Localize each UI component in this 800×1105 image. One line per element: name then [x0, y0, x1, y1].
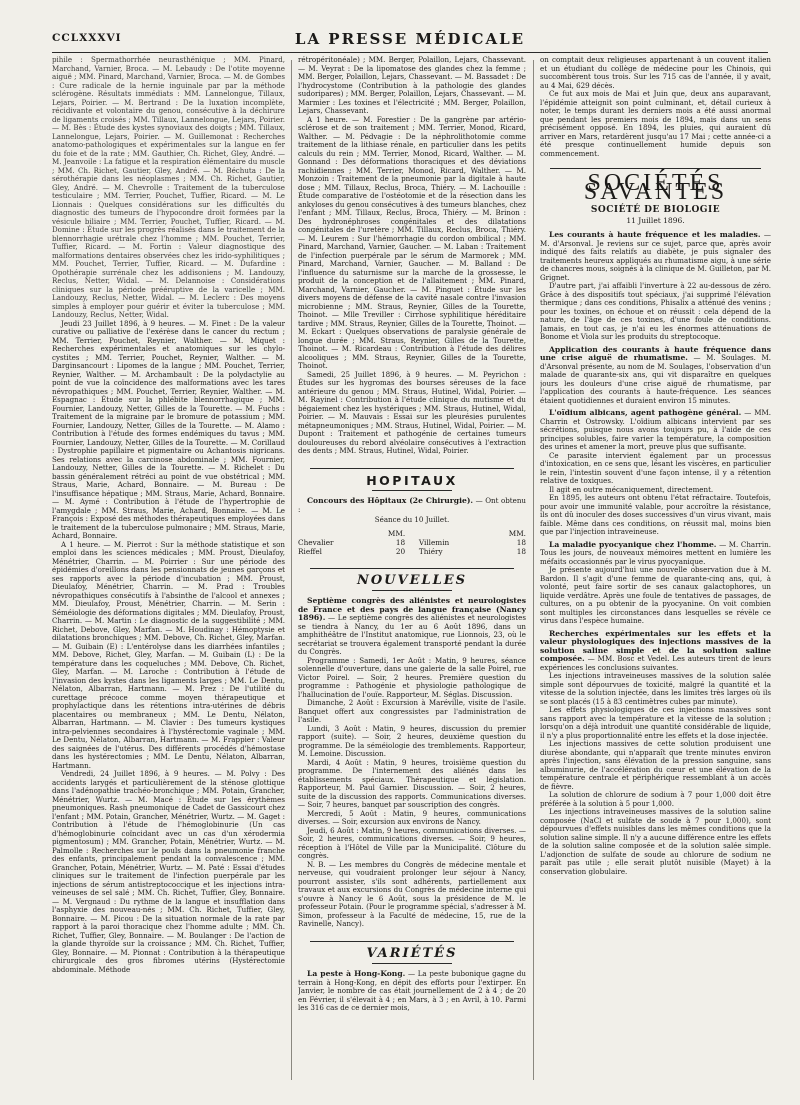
article-text: Dimanche, 2 Août : Excursion à Maréville, visite de l'asile. Banquet offert aux congressistes par l'administration de l'asile.	[298, 698, 526, 724]
candidate-score: 18	[516, 537, 526, 547]
article-text: Mardi, 4 Août : Matin, 9 heures, troisième question du programme. De l'internement des aliénés dans les établissements spéciaux. Thérapeutique et législation. Rapporteur, M. Paul Garnier. Discussion. — Soir, 2 heures, suite de la discussion des rapports. Communications diverses. — Soir, 7 heures, banquet par souscription des congrès.	[298, 757, 526, 809]
section-title: NOUVELLES	[356, 572, 468, 588]
article-heading: La maladie pyocyanique chez l'homme.	[549, 539, 717, 549]
section-rule	[550, 168, 761, 169]
article-text: Les injections intraveineuses massives de la solution saline composée (NaCl et sulfate de soude à 7 pour 1,000), sont dépourvues d'effets nuisibles dans les mêmes conditions que la solution saline simple. Il n'y a aucune différence entre les effets de la solution saline composée et de la solution salée simple. L'adjonction de sulfate de soude au chlorure de sodium ne paraît pas utile ; elle serait plutôt nuisible (Mayet) à la conservation globulaire.	[540, 807, 771, 876]
candidate-name: Villemin	[418, 537, 450, 547]
section-underline	[372, 590, 452, 591]
thesis-list-paragraph: Samedi, 25 Juillet 1896, à 9 heures. — M. Peyrichon : Études sur les hygromas des bourses séreuses de la face antérieure du genou ; MM. Straus, Hutinel, Widal, Poirier. — M. Rayinel : Contribution à l'étude clinique du mutisme et du bégaiement chez les hystériques ; MM. Straus, Hutinel, Widal, Poirier. — M. Mauvais : Essai sur les pleurésies purulentes métapneumoniques ; MM. Straus, Hutinel, Widal, Poirier. — M. Dupont : Traitement et pathogénie de certaines tumeurs douloureuses du rebord alvéolaire consécutives à l'extraction des dents ; MM. Straus, Hutinel, Widal, Poirier.	[298, 369, 526, 455]
article-text: Les effets physiologiques de ces injections massives sont sans rapport avec la température et la vitesse de la solution ; lorsqu'on a déjà introduit une quantité considérable de liquide, il n'y a plus proportionnalité entre les effets et la dose injectée.	[540, 705, 771, 740]
column-divider	[291, 60, 292, 1080]
session-date: 11 Juillet 1896.	[626, 215, 685, 225]
section-underline	[372, 490, 452, 491]
thesis-list-paragraph: rétropéritonéale) ; MM. Berger, Polaillon, Lejars, Chassevant. — M. Veyrat : De la lipomatose des glandes chez la femme ; MM. Berger, Polaillon, Lejars, Chassevant. — M. Bassadet : De l'hydrocystome (Contribution à la pathologie des glandes sudoripares) ; MM. Berger, Polaillon, Lejars, Chassevant. — M. Marmier : Les toxines et l'électricité ; MM. Berger, Polaillon, Lejars, Chassevant.	[298, 56, 526, 115]
article-text: on comptait deux religieuses appartenant à un couvent italien et un étudiant du collège de médecine pour les Chinois, qui succombèrent tous trois. Sur les 715 cas de l'année, il y avait, au 4 Mai, 629 décès.	[540, 56, 771, 90]
column-divider	[533, 60, 534, 1080]
article-text: Mercredi, 5 Août : Matin, 9 heures, communications diverses. — Soir, excursion aux environs de Nancy.	[298, 808, 526, 826]
article-text: Ce parasite intervient également par un processus d'intoxication, en ce sens que, lésant les viscères, en particulier le rein, l'intestin souvent d'une façon intense, il y a rétention relative de toxiques.	[540, 450, 771, 485]
article-heading: La peste à Hong-Kong.	[307, 969, 406, 978]
seance-date: Séance du 10 Juillet.	[374, 515, 450, 524]
article-text: La solution de chlorure de sodium à 7 pour 1,000 doit être préférée à la solution à 5 pour 1,000.	[540, 790, 771, 808]
section-title: HOPITAUX	[366, 472, 458, 488]
article-text: Les injections intraveineuses massives de la solution salée simple sont dépourvues de toxicité, malgré la quantité et la vitesse de la solution injectée, dans les limites très larges où ils se sont placés (15 à 83 centimètres cubes par minute).	[540, 671, 771, 706]
article-text: N. B. — Les membres du Congrès de médecine mentale et nerveuse, qui voudraient prolonger leur séjour à Nancy, pourront assister, s'ils sont adhérents, partiellement aux travaux et aux excursions du Congrès de médecine interne qui s'ouvre à Nancy le 6 Août, sous la présidence de M. le professeur Potain. (Pour le programme spécial, s'adresser à M. Simon, professeur à la Faculté de médecine, 15, rue de la Ravinelle, Nancy).	[298, 859, 526, 928]
section-rule	[310, 568, 514, 569]
thesis-list-paragraph: pihile : Spermathorrhée neurasthénique ; MM. Pinard, Marchand, Varnier, Broca. — M. Lebaudy : De l'otite moyenne aiguë ; MM. Pinard, Marchand, Varnier, Broca. — M. de Gombes : Cure radicale de la hernie inguinale par par la méthode sclérogène. Résultats immédiats : MM. Lannelongue, Tillaux, Lejars, Poirier. — M. Bertrand : De la luxation incomplète, récidivante et volontaire du genou, consécutive à la déchirure de ligaments croisés ; MM. Tillaux, Lannelongue, Lejars, Poirier. — M. Bès : Étude des kystes synoviaux des doigts ; MM. Tillaux, Lannelongue, Lejars, Poirier. — M. Guillemonat : Recherches anatomo-pathologiques et expérimentales sur la langue en fer du foie et de la rate ; MM. Gauthier, Ch. Richet, Gley, André. — M. Jeanvoile : La fatigue et la respiration élémentaire du muscle ; MM. Ch. Richet, Gautier, Gley, André. — M. Béchuta : De la sérothérapie dans les néoplasmes ; MM. Ch. Richet, Gautier, Gley, André. — M. Chevrolle : Traitement de la tuberculose testiculaire ; MM. Terrier, Pouchet, Tuffier, Ricard. — M. Le Lionnais : Quelques considérations sur les difficultés du diagnostic des tumeurs de l'hypocondre droit formées par la vésicule biliaire ; MM. Terrier, Pouchet, Tuffier, Ricard. — M. Domine : Étude sur les progrès réalisés dans le traitement de la blennorrhagie urétrale chez l'homme ; MM. Pouchet, Terrier, Tuffier, Ricard. — M. Fortin : Valeur diagnostique des malformations dentaires observées chez les irido-syphilitiques ; MM. Pouchet, Terrier, Tuffier, Ricard. — M. Dufardine : Opothérapie surrénale chez les addisoniens ; M. Landouzy, Reclus, Netter, Widal. — M. Delannoise : Considérations cliniques sur la période prééruptive de la varicelle ; MM. Landouzy, Reclus, Netter, Widal. — M. Leclerc : Des moyens simples à employer pour guérir et éviter la tuberculose ; MM. Landouzy, Reclus, Netter, Widal.	[52, 56, 285, 319]
results-table	[298, 529, 526, 556]
candidate-score: 18	[516, 546, 526, 556]
article-text: — Le septième congrès des aliénistes et neurologistes se tiendra à Nancy, du 1er au 6 Août 1896, dans un amphithéâtre de l'Institut anatomique, rue Lionnois, 23, où le secrétariat se trouvera également transporté pendant la durée du Congrès.	[298, 613, 526, 656]
column-1	[52, 56, 285, 1096]
section-title: VARIÉTÉS	[366, 945, 458, 961]
article-text: — La peste bubonique gagne du terrain à Hong-Kong, en dépit des efforts pour l'extirper. En Janvier, le nombre de cas était journellement de 2 à 4 ; de 20 en Février, il s'élevait à 4 ; en Mars, à 3 ; en Avril, à 10. Parmi les 316 cas de ce dernier mois,	[298, 969, 526, 1012]
article-text: Jeudi, 6 Août : Matin, 9 heures, communications diverses. — Soir, 2 heures, communications diverses. — Soir, 9 heures, réception à l'Hôtel de Ville par la Municipalité. Clôture du congrès.	[298, 825, 526, 860]
candidate-score: 20	[395, 546, 406, 556]
page-folio: CCLXXXVI	[52, 32, 122, 44]
article-heading: Application des courants à haute fréquence dans une crise aiguë de rhumatisme.	[540, 344, 771, 362]
results-header: MM.	[387, 528, 406, 538]
article-heading: Recherches expérimentales sur les effets et la valeur physiologiques des injections massives de la solution saline simple et de la solution saline composée.	[540, 628, 771, 663]
society-name: SOCIÉTÉ DE BIOLOGIE	[590, 205, 721, 215]
article-heading: Septième congrès des aliénistes et neurologistes de France et des pays de langue française (Nancy 1896).	[298, 596, 526, 622]
article-text: D'autre part, j'ai affaibli l'inverture à 22 au-dessous de zéro. Grâce à des dispositifs tout spéciaux, j'ai supprimé l'élévation thermique ; dans ces conditions, Phisalix a atténué des venins ; pour les toxines, on échoue et on réussit : cela dépend de la nature, de l'âge de ces toxines, d'une foule de conditions. Jamais, en tout cas, je n'ai eu les énormes atténuations de Bonome et Viola sur les produits du streptocoque.	[540, 281, 771, 341]
section-rule	[310, 941, 514, 942]
article-text: Je présente aujourd'hui une nouvelle observation due à M. Bardon. Il s'agit d'une femme de quarante-cinq ans, qui, à volonté, peut faire sortir de ses canaux galactophores, un liquide verdâtre. Après une foule de tentatives de passages, de cultures, on a pu obtenir de la pyocyanine. On voit combien sont multiples les circonstances dans lesquelles se révèle ce virus dans l'espèce humaine.	[540, 565, 771, 625]
article-text: — M. d'Arsonval. Je reviens sur ce sujet, parce que, après avoir indiqué des faits relatifs au diabète, je puis signaler des traitements heureux appliqués au rhumatisme aigu, à une série de chancres mous, soignés à la clinique de M. Guilleton, par M. Grignet.	[540, 230, 771, 282]
article-text: En 1895, les auteurs ont obtenu l'état réfractaire. Toutefois, pour avoir une immunité valable, pour accroître la résistance, ils ont dû inoculer des doses successives d'un virus vivant, mais faible. Même dans ces conditions, on réussit mal, moins bien que par l'injection intraveineuse.	[540, 493, 771, 536]
page-header	[52, 30, 768, 50]
section-societes	[540, 168, 771, 205]
article-heading: Concours des Hôpitaux (2e Chirurgie).	[307, 496, 474, 505]
thesis-list-paragraph: A 1 heure. — M. Forestier : De la gangrène par artério-sclérose et de son traitement ; MM. Terrier, Monod, Ricard, Walther. — M. Pédvagie : De la néphrolithotomie comme traitement de la lithiase rénale, en particulier dans les petits calculs du rein ; MM. Terrier, Monod, Ricard, Walther. — M. Gonnand : Des déformations thoraciques et des déviations rachidiennes ; MM. Terrier, Monod, Ricard, Walther. — M. Monzoin : Traitement de la pneumonie par la digitale à haute dose ; MM. Tillaux, Reclus, Broca, Thiéry. — M. Lachouille : Étude comparative de l'ostéotomie et de la résection dans les ankyloses du genou consécutives à des tumeurs blanches, chez l'enfant ; MM. Tillaux, Reclus, Broca, Thiéry. — M. Brinon : Des hydronéphroses congénitales et des dilatations congénitales de l'uretère ; MM. Tillaux, Reclus, Broca, Thiéry. — M. Leurem : Sur l'hémorrhagie du cordon ombilical ; MM. Pinard, Marchand, Varnier, Gaucher. — M. Laban : Traitement de l'infection puerpérale par le sérum de Marmorek ; MM. Pinard, Marchand, Varnier, Gaucher. — M. Balland : De l'influence du saturnisme sur la marche de la grossesse, le produit de la conception et de l'allaitement ; MM. Pinard, Marchand, Varnier, Gaucher. — M. Pinguet : Étude sur les divers moyens de défense de la cavité nasale contre l'invasion microbienne ; MM. Straus, Reynier, Gilles de la Tourette, Thoinot. — Mlle Treviller : Cirrhose syphilitique héréditaire tardive ; MM. Straus, Reynier, Gilles de la Tourette, Thoinot. — M. Eckart : Quelques observations de paralysie générale de longue durée ; MM. Straus, Reynier, Gilles de la Tourette, Thoinot. — M. Ricardeau : Contribution à l'étude des délires alcooliques ; MM. Straus, Reynier, Gilles de la Tourette, Thoinot.	[298, 114, 526, 370]
candidate-name: Rieffel	[298, 546, 322, 556]
section-varietes	[298, 941, 526, 965]
section-title: SOCIÉTÉS SAVANTES	[583, 170, 728, 205]
article-text: — Ont obtenu :	[298, 496, 526, 514]
section-rule	[310, 468, 514, 469]
section-underline	[372, 963, 452, 964]
article-heading: Les courants à haute fréquence et les maladies.	[549, 230, 761, 239]
article-text: Lundi, 3 Août : Matin, 9 heures, discussion du premier rapport (suite). — Soir, 2 heures, deuxième question du programme. De la séméiologie des tremblements. Rapporteur, M. Lemoine. Discussion.	[298, 723, 526, 758]
column-3	[540, 56, 771, 1096]
journal-title: LA PRESSE MÉDICALE	[294, 30, 526, 48]
column-2	[298, 56, 526, 1096]
article-text: Les injections massives de cette solution produisent une diurèse abondante, qui n'apparaît que trente minutes environ après l'injection, sans élévation de la pression sanguine, sans albuminurie, de l'accélération du cœur et une élévation de la température centrale et périphérique ressemblant à un accès de fièvre.	[540, 739, 771, 791]
article-heading: L'oïdium albicans, agent pathogène général.	[549, 408, 742, 417]
article-text: Ce fut aux mois de Mai et Juin que, deux ans auparavant, l'épidémie atteignit son point culminant, et, détail curieux à noter, le temps durant les derniers mois a été aussi anormal que pendant les premiers mois de 1894, mais dans un sens précisément opposé. En 1894, les pluies, qui auraient dû arriver en Mars, retardèrent jusqu'au 17 Mai ; cette année-ci a été presque continuellement humide depuis son commencement.	[540, 89, 771, 158]
thesis-list-paragraph: Vendredi, 24 Juillet 1896, à 9 heures. — M. Polvy : Des accidents larygés et particulièrement de la sténose glottique dans l'adénopathie trachéo-bronchique ; MM. Potain, Grancher, Ménétrier, Wurtz. — M. Macé : Étude sur les érythèmes pneumoniques. Rash pneumonique de Cadet de Gassicourt chez l'enfant ; MM. Potain, Grancher, Ménétrier, Wurtz. — M. Gaget : Contribution à l'étude de l'hémoglobinurie (Un cas d'hémoglobinurie coïncidant avec un cas d'un xérodermia pigmentosum) ; MM. Grancher, Potain, Ménétrier, Wurtz. — M. Palmolle : Recherches sur le pouls dans la pneumonie franche des enfants, principalement pendant la convalescence ; MM. Grancher, Potain, Ménétrier, Wurtz. — M. Paté : Essai d'études cliniques sur le traitement de l'infection puerpérale par les injections de sérum antistreptococcique et les injections intra-veineuses de sel salé ; MM. Ch. Richet, Tuffier, Gley, Bonnaire. — M. Vergnaud : Du rythme de la langue et insufflation dans l'asphyxie des nouveau-nés ; MM. Ch. Richet, Tuffier, Gley, Bonnaire. — M. Picou : De la situation normale de la rate par rapport à la paroi thoracique chez l'homme adulte ; MM. Ch. Richet, Tuffier, Gley, Bonnaire. — M. Boulanger : De l'action de la glande thyroïde sur la croissance ; MM. Ch. Richet, Tuffier, Gley, Bonnaire. — M. Pionnat : Contribution à la thérapeutique chirurgicale des gros fibromes utérins (Hystérectomie abdominale. Méthode	[52, 769, 285, 974]
candidate-name: Chevalier	[298, 537, 334, 547]
article-text: — M. Charrin. Tous les jours, de nouveaux mémoires mettent en lumière les méfaits occasionnés par le virus pyocyanique.	[540, 539, 771, 566]
article-text: Il agit en outre mécaniquement, directement.	[549, 484, 714, 494]
header-rule	[52, 52, 768, 53]
article-text: — MM. Charrin et Ostrowsky. L'oïdium albicans intervient par ses sécrétions, puisque nous avons toujours pu, à l'aide de ces principes solubles, faire varier la température, la composition des urines et amener la mort, preuve plus que suffisante.	[540, 408, 771, 451]
article-text: — MM. Bosc et Vedel. Les auteurs tirent de leurs expériences les conclusions suivantes.	[540, 654, 771, 672]
candidate-score: 18	[395, 537, 406, 547]
section-nouvelles	[298, 568, 526, 592]
thesis-list-paragraph: Jeudi 23 Juillet 1896, à 9 heures. — M. Finet : De la valeur curative ou palliative de l'exérèse dans le cancer du rectum ; MM. Terrier, Pouchet, Reynier, Walther. — M. Miquet : Recherches expérimentales et anatomiques sur les chylo-cystites ; MM. Terrier, Pouchet, Reynier, Walther. — M. Darginsancourt : Lipomes de la langue ; MM. Pouchet, Terrier, Reynier, Walther. — M. Archambault : De la polydactylie au point de vue la coïncidence des malformations avec les tares névropathiques ; MM. Pouchet, Terrier, Reynier, Walther. — M. Espagnac : Étude sur la phlébite blennorrhagique ; MM. Fournier, Landouzy, Netter, Gilles de la Tourette. — M. Fuchs : Traitement de la migraine par le bromure de potassium ; MM. Fournier, Landouzy, Netter, Gilles de la Tourette. — M. Alamo : Contribution à l'étude des formes endémiques du tavus ; MM. Fournier, Landouzy, Netter, Gilles de la Tourette. — M. Corillaud : Dystrophie papillaire et pigmentaire ou Achantosis nigricans. Ses relations avec la carcinose abdominale ; MM. Fournier, Landouzy, Netter, Gilles de la Tourette. — M. Richelet : Du bassin généralement rétréci au point de vue obstétrical ; MM. Straus, Marie, Achard, Bonnaire. — M. Bureau : De l'insuffisance hépatique ; MM. Straus, Marie, Achard, Bonnaire. — M. Aymé : Contribution à l'étude de l'hypertrophie de l'amygdale ; MM. Straus, Marie, Achard, Bonnaire. — M. Le François : Exposé des méthodes thérapeutiques employées dans le traitement de la tuberculose pulmonaire ; MM. Straus, Marie, Achard, Bonnaire.	[52, 318, 285, 540]
section-hopitaux	[298, 468, 526, 492]
article-text: Programme : Samedi, 1er Août : Matin, 9 heures, séance solennelle d'ouverture, dans une galerie de la salle Poirel, rue Victor Poirel. — Soir, 2 heures. Première question du programme : Pathogénie et physiologie pathologique de l'hallucination de l'ouïe. Rapporteur, M. Séglas. Discussion.	[298, 655, 526, 699]
article-text: — M. Soulages. M. d'Arsonval présente, au nom de M. Soulages, l'observation d'un malade de quarante-six ans, qui vit disparaître en quelques jours les douleurs d'une crise aiguë de rhumatisme, par l'application des courants à haute-fréquence. Les séances étaient quotidiennes et duraient environ 15 minutes.	[540, 353, 771, 405]
candidate-name: Thiéry	[418, 546, 443, 556]
results-header: MM.	[508, 528, 526, 538]
thesis-list-paragraph: A 1 heure. — M. Pierrot : Sur la méthode statistique et son emploi dans les sciences médicales ; MM. Proust, Dieulafoy, Ménétrier, Charrin. — M. Poirrier : Sur une période des épidémies d'oreillons dans les pensionnats de jeunes garçons et ses rapports avec la période d'incubation ; MM. Proust, Dieulafoy, Ménétrier, Charrin. — M. Prad : Troubles névropathiques consécutifs à l'absinthe de l'alcool et annexes ; MM. Dieulafoy, Proust, Ménétrier, Charrin. — M. Serin : Séméiologie des déformations digitales ; MM. Dieulafoy, Proust, Charrin. — M. Martin : Le diagnostic de la suggestibilité ; MM. Richet, Debove, Gley, Marfan. — M. Houdinay : Hémoptysie et dilatations bronchiques ; MM. Debove, Ch. Richet, Gley, Marfan. — M. Guibain (E) : L'entérolyse dans les diarrhées infantiles ; MM. Debove, Richet, Gley, Marfan. — M. Guibain (L) : De la température dans les coqueluches ; MM. Debove, Ch. Richet, Gley, Marfan. — M. Laroche : Contribution à l'étude de l'invasion des kystes dans les ligaments larges ; MM. Le Dentu, Nélaton, Albarran, Hartmann. — M. Prez : De l'utilité du curettage précoce comme moyen thérapeutique et prophylactique dans les rétentions intra-utérines de débris placentaires ou membraneux ; MM. Le Dentu, Nélaton, Albarran, Hartmann. — M. Clavier : Des tumeurs kystiques intra-pelviennes secondaires à l'hystérectomie vaginale ; MM. Le Dentu, Nélaton, Albarran, Hartmann. — M. Frappier : Valeur des saignées de l'utérus. Des différents procédés d'hémostase dans les hystérectomies ; MM. Le Dentu, Nélaton, Albarran, Hartmann.	[52, 539, 285, 770]
